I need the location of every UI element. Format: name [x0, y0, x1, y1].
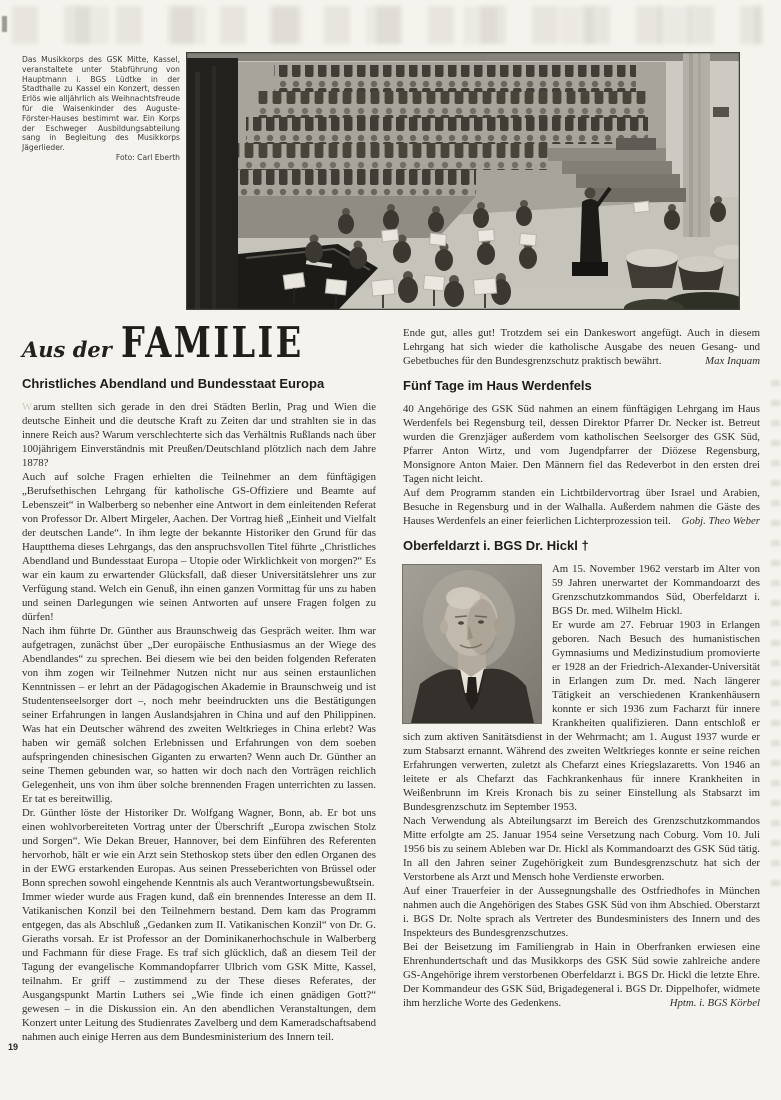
body-paragraph: Auf einer Trauerfeier in der Aussegnungshalle des Ostfriedhofes in München nahmen auch die Angehörigen des Stabes GSK Süd von ihm Abschied. Oberstarzt i. BGS Dr. Nolte sprach als Vertreter des Bundesministers des Innern und des Inspekteurs des Bundesgrenzschutzes. — [403, 885, 760, 939]
body-paragraph: Bei der Beisetzung im Familiengrab in Hain in Oberfranken erwiesen eine Ehrenhundertschaft und das Musikkorps des GSK Süd sowie zahlreiche andere GS-Angehörige ihrem verstorbenen Oberfeldarzt i. BGS Dr. Hickl die letzte Ehre. Der Kommandeur des GSK Süd, Brigadegeneral i. BGS Dr. Dippelhofer, widmete ihm herzliche Worte des Gedenkens. — [403, 941, 760, 1009]
article-heading: Christliches Abendland und Bundesstaat Europa — [22, 376, 325, 391]
article-heading: Oberfeldarzt i. BGS Dr. Hickl † — [403, 538, 589, 553]
body-paragraph: Ende gut, alles gut! Trotzdem sei ein Dankeswort angefügt. Auch in diesem Lehrgang hat sich wieder die katholische Ausgabe des neuen Gesang- und Gebetbuches für den Bundesgrenzschutz praktisch bewährt. — [403, 327, 760, 367]
section-masthead — [22, 318, 349, 367]
body-paragraph: Nach Verwendung als Abteilungsarzt im Bereich des Grenzschutzkommandos Mitte erfolgte am 25. Januar 1954 seine Versetzung nach Coburg. Vom 10. Juli 1956 bis zu seinem Ableben war Dr. Hickl als Kommandoarzt des GSK Süd tätig. In all den Jahren seiner Zugehörigkeit zum Bundesgrenzschutz hat sich der Verstorbene als Arzt und Mensch hohe Verdienste erworben. — [403, 815, 760, 883]
photo-credit: Foto: Carl Eberth — [115, 152, 180, 162]
body-paragraph: Am 15. November 1962 verstarb im Alter von 59 Jahren unerwartet der Kommandoarzt des Grenzschutzkommandos Süd, Oberfeldarzt i. BGS Dr. med. Wilhelm Hickl. — [552, 563, 760, 617]
page-number: 19 — [8, 1042, 19, 1052]
concert-scene-illustration — [186, 52, 740, 310]
body-paragraph — [22, 400, 376, 470]
left-column — [22, 377, 376, 1044]
author-signature: Hptm. i. BGS Körbel — [669, 997, 760, 1009]
author-signature: Max Inquam — [705, 355, 760, 367]
obituary-article — [403, 562, 760, 1010]
portrait-illustration — [403, 565, 541, 723]
masthead-title: FAMILIE — [120, 318, 304, 367]
body-paragraph: Auf dem Programm standen ein Lichtbildervortrag über Israel und Arabien, Besuche in Regensburg und in der Walhalla. Außerdem nahmen die Gäste des Hauses Werdenfels an einer feierlichen Lichterprozession teil. — [403, 487, 760, 527]
body-paragraph: Er wurde am 27. Februar 1903 in Erlangen geboren. Nach Besuch des humanistischen Gymnasiums und Medizinstudium promovierte er 1928 an der Friedrich-Alexander-Universität in Erlangen zum Dr. med. Nach längerer Tätigkeit an verschiedenen Krankenhäusern konnte er sich 1936 zum Facharzt für innere Krankheiten qualifizieren. Dann entschloß er sich zum aktiven Sanitätsdienst in der Wehrmacht; am 1. August 1937 wurde er zum Stabsarzt ernannt. Während des zweiten Weltkrieges konnte er seine reichen Erfahrungen verwerten, zuletzt als Chefarzt eines Kriegslazaretts. Von 1946 an leitete er als Chefarzt das Fachkrankenhaus für innere Krankheiten in Weißenbrunn im Kreis Kronach bis zu seiner Einstellung als Stabsarzt im Bundesgrenzschutz im September 1953. — [403, 619, 760, 813]
photo-caption — [22, 55, 180, 163]
body-paragraph: 40 Angehörige des GSK Süd nahmen an einem fünftägigen Lehrgang im Haus Werdenfels bei Regensburg teil, dessen Direktor Pfarrer Dr. Necker ist. Betreut wurden die Grenzjäger außerdem vom katholischen Seelsorger des GSK Süd, Pfarrer Anton Wirtz, und vom Jugendpfarrer der Diözese Regensburg, Monsignore Anton Maier. Den Männern fiel das Redeverbot in den ersten drei Tagen nicht leicht. — [403, 403, 760, 485]
body-paragraph: Auch auf solche Fragen erhielten die Teilnehmer an dem fünftägigen „Berufsethischen Lehrgang für katholische GS-Offiziere und Beamte auf Lebenszeit“ in Walberberg so nebenher eine Antwort in dem einleitenden Referat von Professor Dr. Albert Mirgeler, Aachen. Der Vortrag hieß „Einheit und Vielfalt der deutschen Lande“. In ihm legte der bekannte Historiker den Grund für das Hauptthema dieses Lehrgangs, das den anspruchsvollen Titel führte „Christliches Abendland und Bundesstaat Europa – Utopie oder Wirklichkeit von morgen?“ Es war ein kaum zu erwartender Glücksfall, daß dieser Universitätslehrer uns zur Verfügung stand. Welch ein Genuß, ihn einen ganzen Vormittag für uns zu haben und seinen Darlegungen wie seinen Antworten auf unsere Fragen folgen zu dürfen! — [22, 471, 376, 623]
print-registration-mark — [2, 16, 7, 32]
portrait-photo — [403, 565, 541, 723]
masthead-kicker: Aus der — [22, 337, 112, 362]
print-bleed-artifact — [12, 6, 762, 44]
paragraph-text: arum stellten sich gerade in den drei Städten Berlin, Prag und Wien die deutsche Einheit und die deutsche Kraft zu Zeiten dar und strahlten sie in das innere Reich aus? Warum verschlechterte sich das Verhältnis Rußlands nach über 100jährigem Einverständnis mit Preußen/Deutschland plötzlich nach dem Jahre 1878? — [22, 401, 376, 469]
right-column — [403, 326, 760, 1010]
photo-caption-text: Das Musikkorps des GSK Mitte, Kassel, veranstaltete unter Stabführung von Hauptmann i. BGS Lüdtke in der Stadthalle zu Kassel ein Konzert, dessen Erlös wie alljährlich als Weihnachtsfreude für die Waisenkinder des Auguste-Förster-Hauses bestimmt war. Ein Korps der Eschweger Ausbildungsabteilung sang in Begleitung des Musikkorps Jägerlieder. — [22, 55, 180, 153]
body-paragraph: Nach ihm führte Dr. Günther aus Braunschweig das Gespräch weiter. Ihm war aufgetragen, zunächst über „Der europäische Enthusiasmus an der Wiege des Abendlandes“ zu sprechen. Bei diesem wie bei den beiden folgenden Referaten von ihm zogen wir Teilnehmer Nutzen nicht nur aus seinen erstaunlichen Kenntnissen – er lehrt an der Pädagogischen Akademie in Braunschweig und ist Studentenseelsorger dort –, noch mehr beeindruckten uns die Bestätigungen seiner Erfahrungen in langen Auslandsjahren in China und auf den Philippinen. Was hat ein Deutscher während des zweiten Weltkrieges in China erlebt? Was haben wir gemäß solchen Erlebnissen und Erfahrungen von dem soeben aufspringenden chinesischen Giganten zu erwarten? Wenn auch Dr. Günther an seine Themen gebunden war, so hatten wir doch nach den Vorträgen reichlich Gelegenheit, uns von ihm über solche brennenden Fragen unterrichten zu lassen. Er tat es bereitwillig. — [22, 625, 376, 805]
article-heading: Fünf Tage im Haus Werdenfels — [403, 378, 592, 393]
concert-photo — [186, 52, 740, 310]
print-bleed-artifact-right — [771, 380, 780, 900]
body-paragraph: Dr. Günther löste der Historiker Dr. Wolfgang Wagner, Bonn, ab. Er bot uns einen wohlvorbereiteten Vortrag unter der Überschrift „Europa zwischen Stolz und Sorgen“. Wie Dekan Breuer, Hannover, bei dem Einführen des Referenten hervorhob, hält er wie ein Arzt sein Stethoskop stets über den edlen Organen des in der EWG erstarkenden Europas. Aus seinen Presseberichten von Brüssel oder Bonn sprechen sowohl eingehende Kenntnis als auch Verantwortungsbewußtsein. — [22, 807, 376, 889]
faint-drop-cap: W — [22, 401, 33, 413]
author-signature: Gobj. Theo Weber — [681, 515, 760, 527]
body-paragraph: Immer wieder wurde aus Fragen kund, daß ein brennendes Interesse an dem II. Vatikanischen Konzil bei den Teilnehmern bestand. Dem kam das Programm entgegen, das als Abschluß „Gedanken zum II. Vatikanischen Konzil“ von Dr. G. Gieraths vorsah. Er ist Professor an der Dominikanerhochschule in Walberberg und Fachmann für diese Frage. Es traf sich glücklich, daß an diesem Teil der Tagung der evangelische Kommandopfarrer Ulbrich vom GSK Mitte, Kassel, teilnahm. Er griff – zustimmend zu der These dieses Referates, der Ausgangspunkt Martin Luthers sei „Wie finde ich einen gnädigen Gott?“ gewesen – in die Diskussion ein. An den abendlichen Veranstaltungen, dem Konzert unter Leitung des Studienrates Zavelberg und dem Kameradschaftsabend nahmen auch einige Herren aus dem Bundesministerium des Innern teil. — [22, 891, 376, 1043]
